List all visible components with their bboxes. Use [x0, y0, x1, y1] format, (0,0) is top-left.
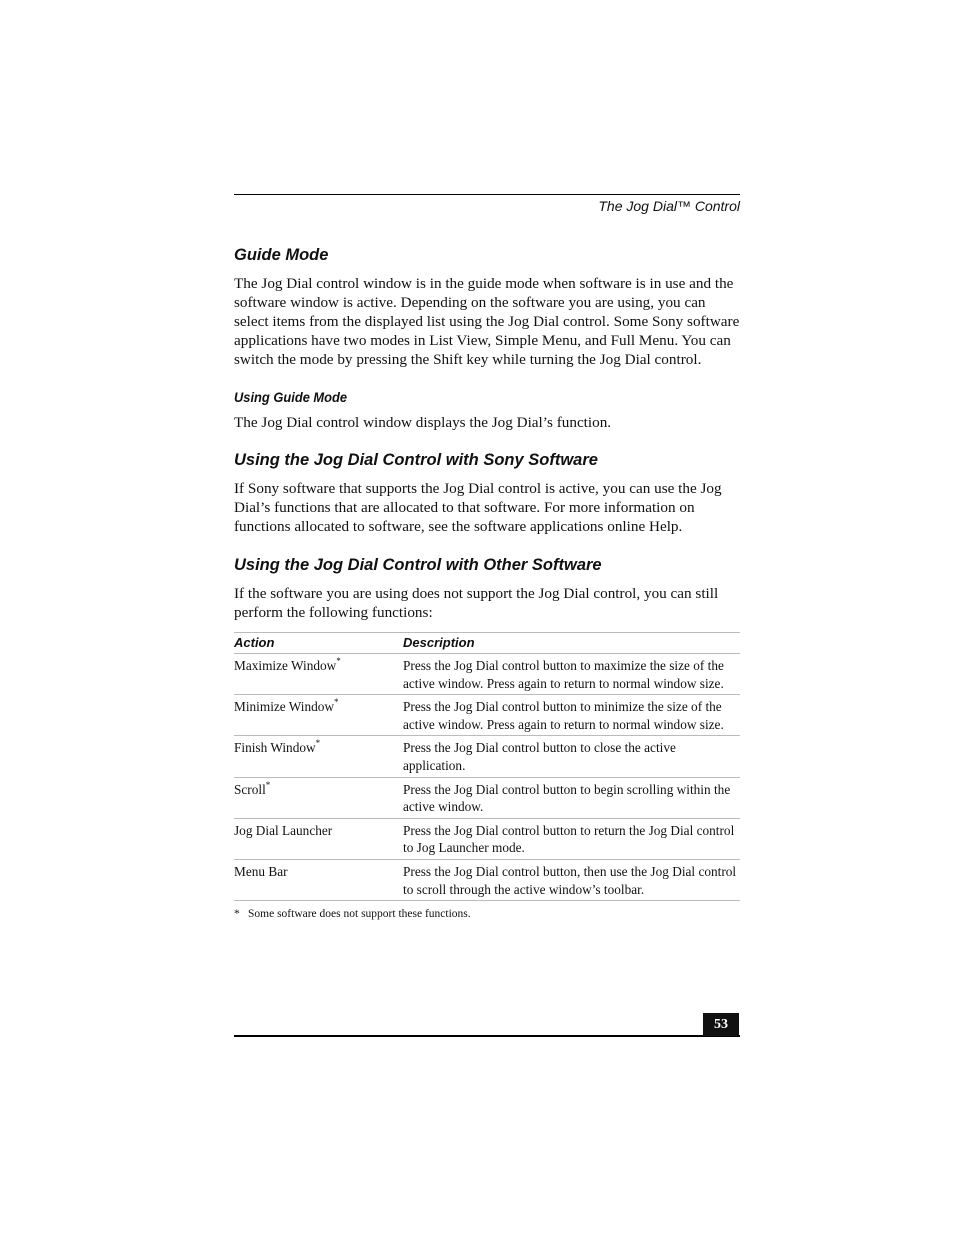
functions-table: [234, 632, 740, 901]
table-cell-description: Press the Jog Dial control button to maximize the size of the active window. Press again to return to normal window size.: [403, 653, 740, 694]
section-body-other-software: If the software you are using does not support the Jog Dial control, you can still perform the following functions:: [234, 585, 719, 622]
table-row: [234, 653, 740, 694]
footnote-mark: *: [234, 908, 240, 921]
action-label: Finish Window: [234, 740, 316, 756]
table-row: [234, 777, 740, 818]
table-cell-description: Press the Jog Dial control button to return the Jog Dial control to Jog Launcher mode.: [403, 818, 740, 859]
action-label: Maximize Window: [234, 657, 337, 673]
section-body-using-guide-mode: The Jog Dial control window displays the Jog Dial’s function.: [234, 413, 612, 431]
section-title-guide-mode: Guide Mode: [234, 246, 329, 264]
footnote-marker: *: [315, 738, 321, 749]
table-row: [234, 859, 740, 900]
action-label: Menu Bar: [234, 863, 288, 879]
table-footnote: [234, 907, 740, 921]
table-row: [234, 818, 740, 859]
section-title-sony-software: Using the Jog Dial Control with Sony Software: [234, 451, 598, 470]
footnote-text: Some software does not support these functions.: [248, 908, 471, 921]
action-label: Jog Dial Launcher: [234, 822, 333, 838]
page-number: 53: [703, 1013, 739, 1036]
table-cell-description: Press the Jog Dial control button to close the active application.: [403, 736, 740, 777]
table-cell-action: [234, 777, 403, 818]
section-title-using-guide-mode: Using Guide Mode: [234, 388, 348, 405]
running-head: The Jog Dial™ Control: [598, 198, 740, 214]
section-body-guide-mode: The Jog Dial control window is in the guide mode when software is in use and the software window is active. Depending on the software you are using, you can select items from the displayed list using the Jog Dial control. Some Sony software applications have two modes in List View, Simple Menu, and Full Menu. You can switch the mode by pressing the Shift key while turning the Jog Dial control.: [234, 275, 740, 368]
action-label: Minimize Window: [234, 699, 335, 715]
section-body-sony-software: If Sony software that supports the Jog Dial control is active, you can use the Jog Dial’s functions that are allocated to that software. For more information on functions allocated to software, see the software applications online Help.: [234, 480, 722, 536]
table-cell-action: [234, 736, 403, 777]
table-row: [234, 695, 740, 736]
column-header-description: Description: [403, 632, 740, 653]
table-cell-action: [234, 695, 403, 736]
header-rule: [234, 194, 740, 195]
section-title-other-software: Using the Jog Dial Control with Other Software: [234, 556, 602, 575]
column-header-action: Action: [234, 632, 403, 653]
footnote-marker: *: [334, 697, 339, 708]
table-cell-description: Press the Jog Dial control button to minimize the size of the active window. Press again to return to normal window size.: [403, 695, 740, 736]
table-cell-action: [234, 859, 403, 900]
table-cell-action: [234, 818, 403, 859]
table-cell-action: [234, 653, 403, 694]
page-content: [234, 245, 740, 921]
table-row: [234, 736, 740, 777]
action-label: Scroll: [234, 781, 266, 797]
footer-rule: [234, 1035, 740, 1037]
footnote-marker: *: [265, 779, 271, 790]
footnote-marker: *: [336, 655, 341, 666]
table-cell-description: Press the Jog Dial control button to begin scrolling within the active window.: [403, 777, 740, 818]
table-cell-description: Press the Jog Dial control button, then use the Jog Dial control to scroll through the active window’s toolbar.: [403, 859, 740, 900]
table-header-row: [234, 632, 740, 653]
